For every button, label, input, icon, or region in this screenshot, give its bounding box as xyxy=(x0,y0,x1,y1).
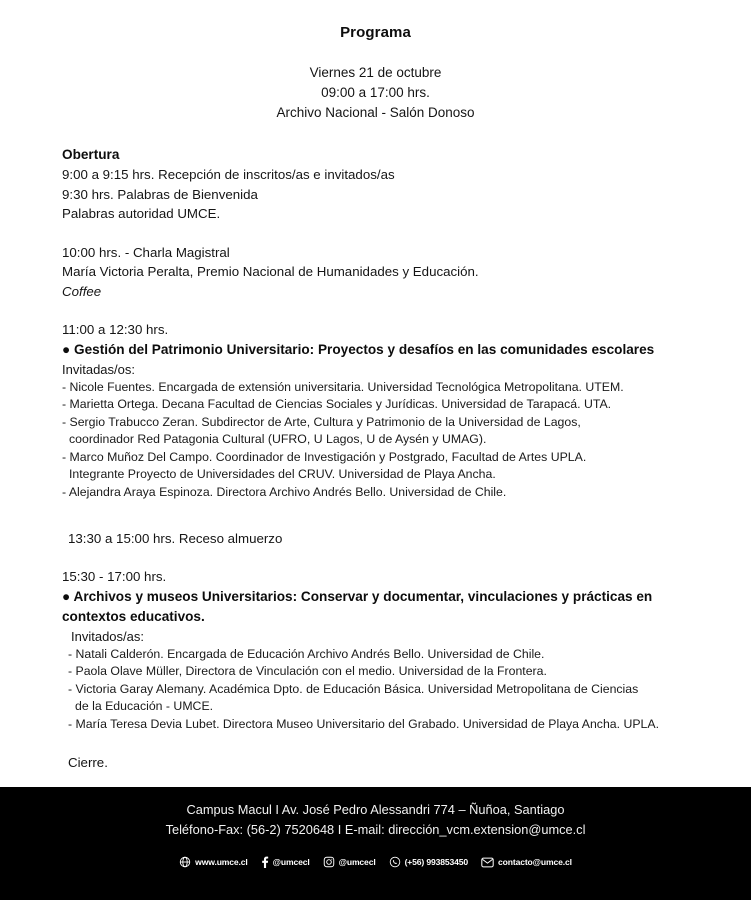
panel-one-guests-label: Invitadas/os: xyxy=(62,361,135,377)
spacer xyxy=(62,502,731,521)
obertura-line-1: 9:00 a 9:15 hrs. Recepción de inscritos/as e invitados/as xyxy=(62,167,395,182)
program-body xyxy=(0,145,751,772)
bullet-icon: ● xyxy=(62,341,71,357)
list-item xyxy=(68,716,731,734)
panel-two-title-line1: Archivos y museos Universitarios: Conservar y documentar, vinculaciones y prácticas en xyxy=(73,588,653,604)
event-venue: Archivo Nacional - Salón Donoso xyxy=(276,105,475,120)
list-item xyxy=(68,663,731,681)
page-footer xyxy=(0,787,751,900)
spacer xyxy=(62,224,731,243)
guest-text: - Marco Muñoz Del Campo. Coordinador de Investigación y Postgrado, Facultad de Artes UPLA. xyxy=(62,449,587,464)
obertura-heading: Obertura xyxy=(62,147,120,162)
social-label-instagram: @umcecl xyxy=(338,857,376,867)
section-panel-two xyxy=(62,567,731,733)
guest-text-cont: coordinador Red Patagonia Cultural (UFRO, U Lagos, U de Aysén y UMAG). xyxy=(69,432,487,447)
panel-two-time: 15:30 - 17:00 hrs. xyxy=(62,569,167,585)
guest-text-cont: Integrante Proyecto de Universidades del CRUV. Universidad de Playa Ancha. xyxy=(69,467,496,482)
event-hours: 09:00 a 17:00 hrs. xyxy=(321,85,430,100)
section-panel-one xyxy=(62,320,731,502)
footer-contact-block xyxy=(0,787,751,839)
list-item xyxy=(62,379,731,397)
social-link-website[interactable] xyxy=(179,856,247,868)
coffee-break-label: Coffee xyxy=(62,283,102,299)
guest-text: - Victoria Garay Alemany. Académica Dpto. de Educación Básica. Universidad Metropolitana de Ciencias xyxy=(68,681,639,696)
social-link-whatsapp[interactable] xyxy=(389,856,468,868)
event-date: Viernes 21 de octubre xyxy=(309,65,442,80)
email-icon xyxy=(481,857,494,868)
bullet-icon: ● xyxy=(62,588,71,604)
keynote-speaker: María Victoria Peralta, Premio Nacional de Humanidades y Educación. xyxy=(62,264,479,279)
whatsapp-icon xyxy=(389,856,401,868)
guest-text: - Paola Olave Müller, Directora de Vinculación con el medio. Universidad de la Frontera. xyxy=(68,664,547,679)
spacer xyxy=(62,548,731,567)
social-label-website: www.umce.cl xyxy=(195,857,248,867)
list-item xyxy=(68,646,731,664)
section-charla-magistral xyxy=(62,243,731,302)
social-link-instagram[interactable] xyxy=(323,856,376,868)
panel-one-title-row xyxy=(62,340,731,360)
social-label-email: contacto@umce.cl xyxy=(498,857,572,867)
obertura-line-2: 9:30 hrs. Palabras de Bienvenida xyxy=(62,186,258,202)
closing-line: Cierre. xyxy=(68,754,108,770)
list-item xyxy=(62,484,731,502)
guest-text: - Alejandra Araya Espinoza. Directora Archivo Andrés Bello. Universidad de Chile. xyxy=(62,485,507,500)
globe-icon xyxy=(179,856,191,868)
panel-one-guest-list xyxy=(62,379,731,502)
spacer xyxy=(62,301,731,320)
social-link-facebook[interactable] xyxy=(261,856,310,868)
panel-two-title-row xyxy=(62,587,731,607)
guest-text: - Sergio Trabucco Zeran. Subdirector de Arte, Cultura y Patrimonio de la Universidad de Lagos, xyxy=(62,414,581,429)
social-link-email[interactable] xyxy=(481,857,572,868)
instagram-icon xyxy=(323,856,335,868)
event-header xyxy=(0,63,751,123)
panel-one-time: 11:00 a 12:30 hrs. xyxy=(62,322,169,337)
guest-text: - Nicole Fuentes. Encargada de extensión universitaria. Universidad Tecnológica Metropolitana. UTEM. xyxy=(62,379,624,394)
guest-text: - Natali Calderón. Encargada de Educación Archivo Andrés Bello. Universidad de Chile. xyxy=(68,646,545,661)
footer-contact: Teléfono-Fax: (56-2) 7520648 I E-mail: dirección_vcm.extension@umce.cl xyxy=(165,821,586,837)
list-item xyxy=(62,396,731,414)
lunch-break-line: 13:30 a 15:00 hrs. Receso almuerzo xyxy=(68,530,283,546)
footer-address: Campus Macul I Av. José Pedro Alessandri 774 – Ñuñoa, Santiago xyxy=(186,802,565,817)
guest-text: - María Teresa Devia Lubet. Directora Museo Universitario del Grabado. Universidad de Playa Ancha. UPLA. xyxy=(68,717,659,732)
social-label-facebook: @umcecl xyxy=(272,857,310,867)
section-obertura xyxy=(62,145,731,224)
panel-two-title-line2: contextos educativos. xyxy=(62,608,205,624)
page-title: Programa xyxy=(340,24,411,41)
guest-text-cont: de la Educación - UMCE. xyxy=(75,699,214,714)
keynote-time-title: 10:00 hrs. - Charla Magistral xyxy=(62,244,230,260)
panel-one-title: Gestión del Patrimonio Universitario: Proyectos y desafíos en las comunidades escolares xyxy=(74,341,655,357)
facebook-icon xyxy=(261,856,269,868)
obertura-line-3: Palabras autoridad UMCE. xyxy=(62,206,221,221)
list-item xyxy=(62,414,731,449)
panel-two-guest-list xyxy=(62,646,731,734)
social-label-whatsapp: (+56) 993853450 xyxy=(404,857,469,867)
guest-text: - Marietta Ortega. Decana Facultad de Ciencias Sociales y Jurídicas. Universidad de Tarapacá. UTA. xyxy=(62,397,612,412)
list-item xyxy=(68,681,731,716)
spacer xyxy=(62,734,731,753)
social-links-row xyxy=(0,856,751,868)
panel-two-guests-label: Invitados/as: xyxy=(71,628,144,644)
list-item xyxy=(62,449,731,484)
spacer xyxy=(62,521,731,529)
